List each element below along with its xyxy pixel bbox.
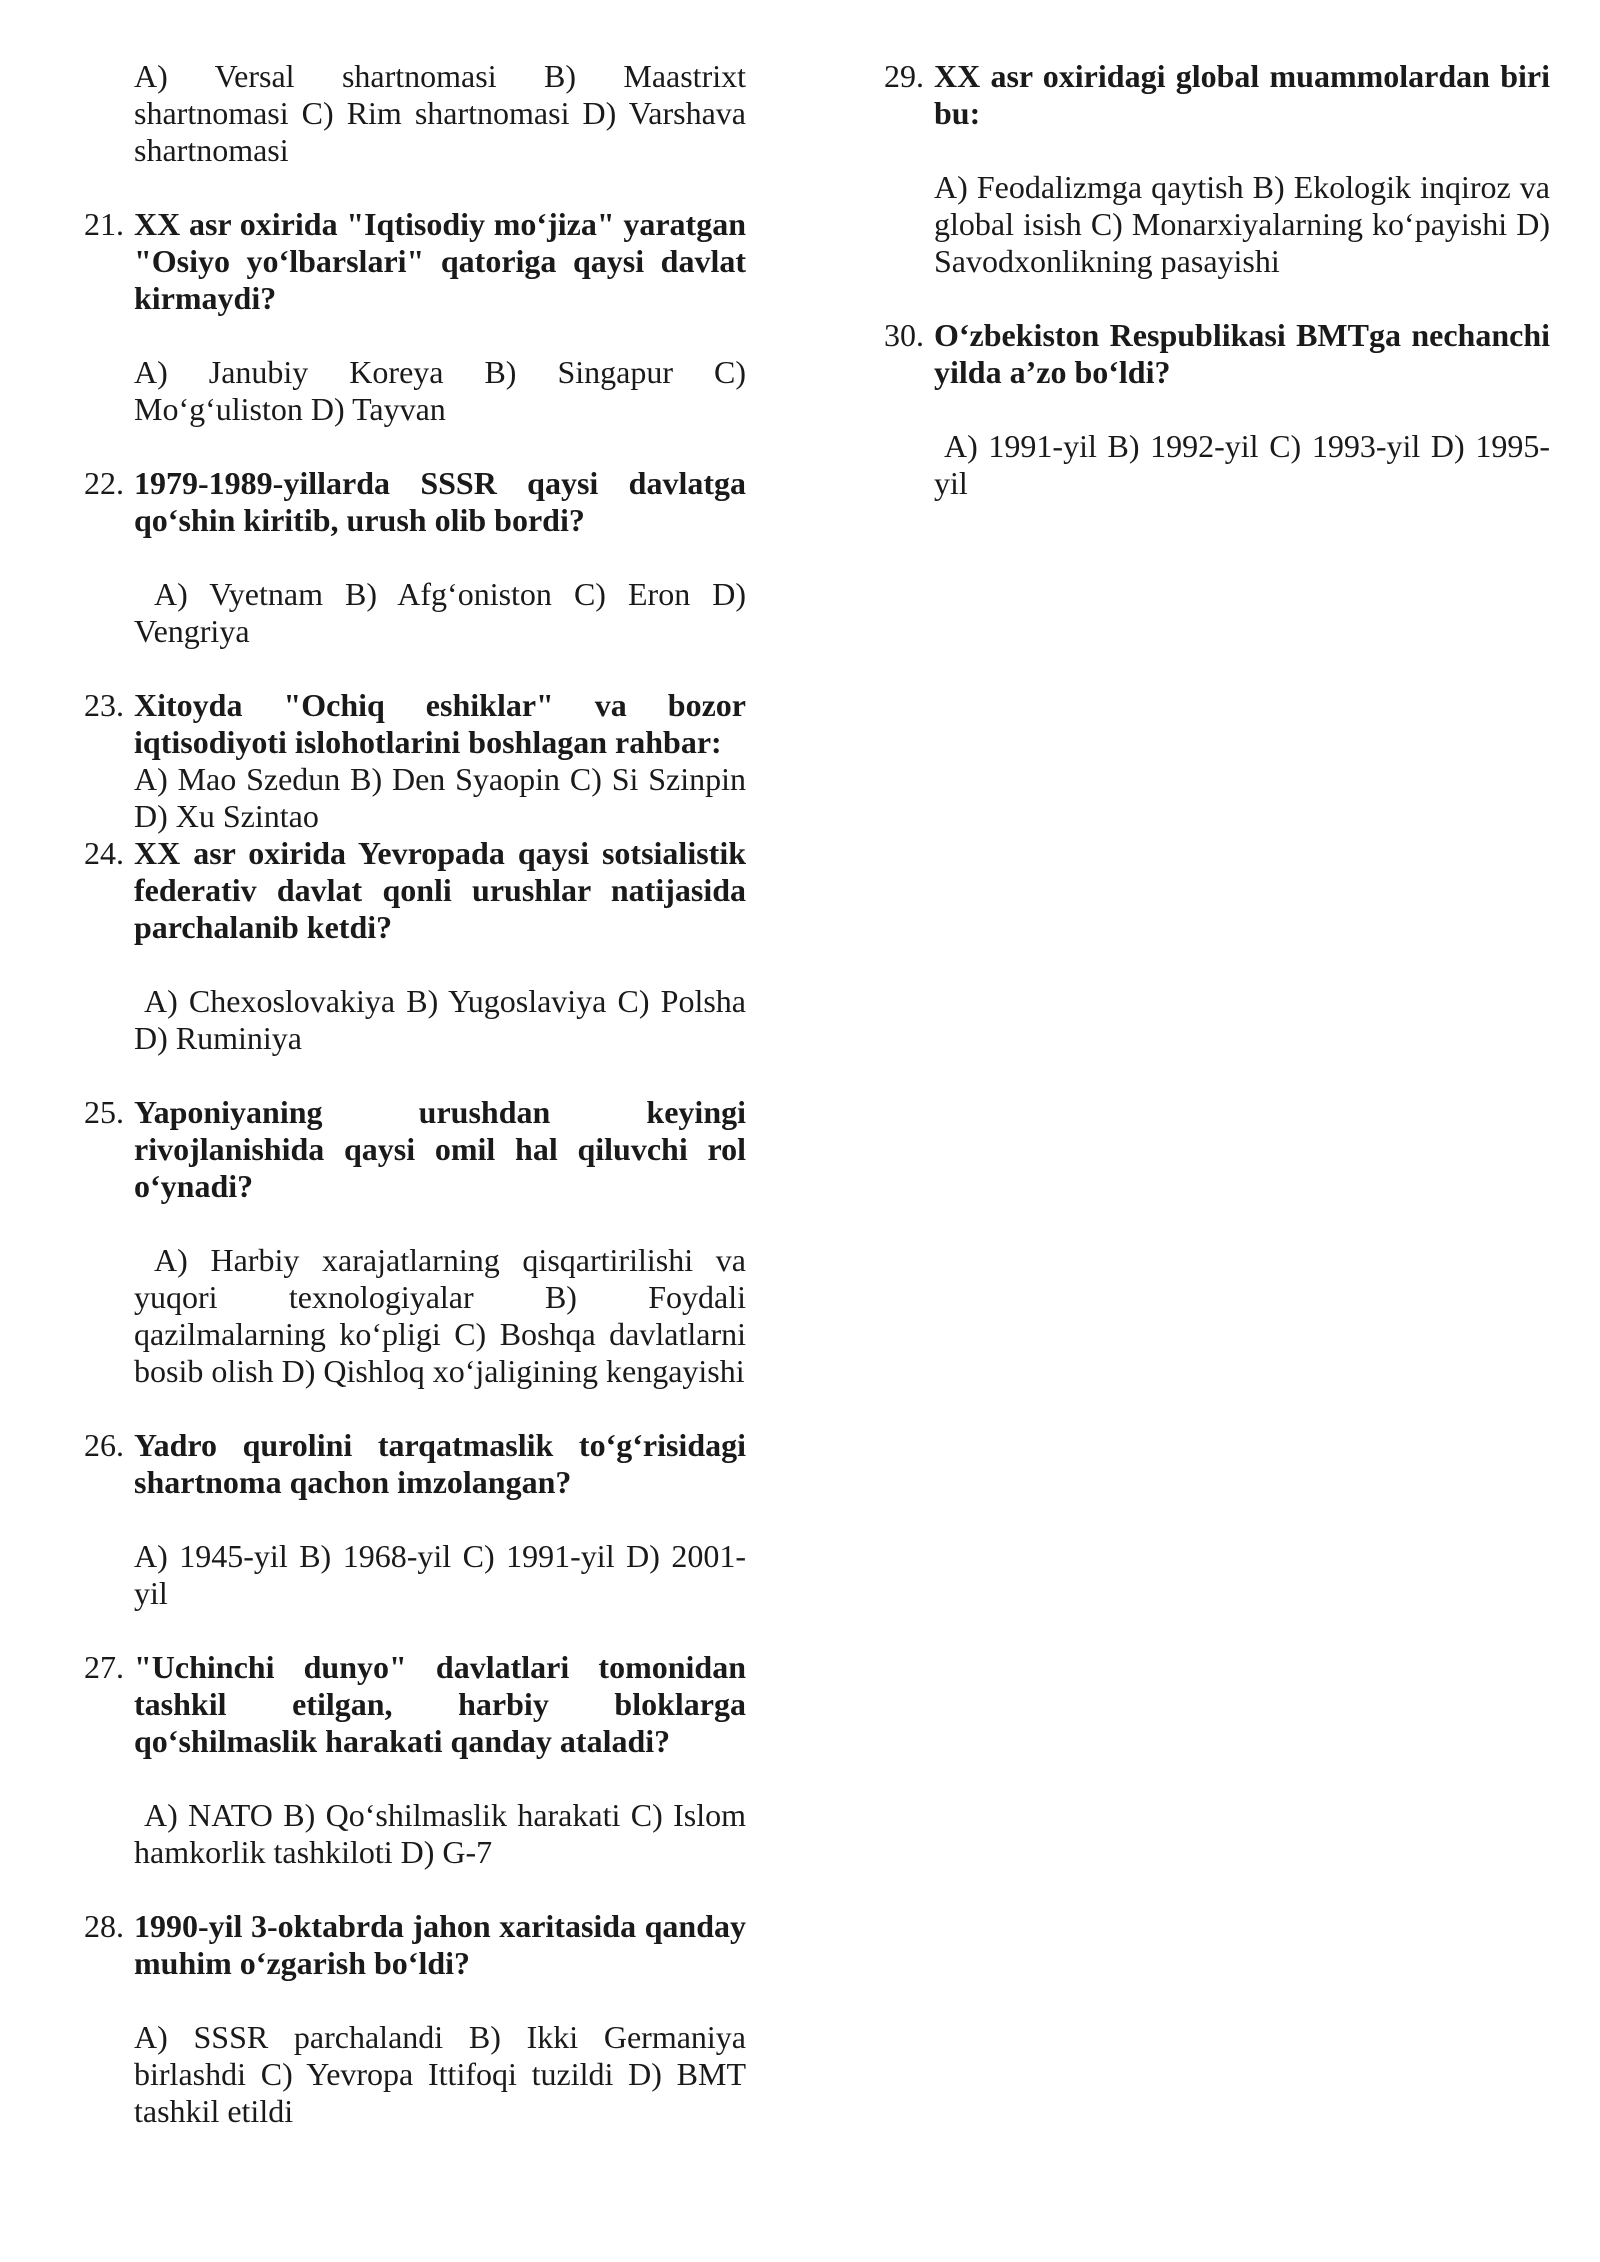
question-number: 22. [84,465,124,501]
question-28 [84,1908,746,2130]
question-text: Yadro qurolini tarqatmaslik toʻgʻrisidagi shartnoma qachon imzolangan? [134,1427,746,1500]
question-number: 23. [84,687,124,723]
question-25 [84,1094,746,1390]
question-number: 24. [84,835,124,871]
question-text: XX asr oxiridagi global muammolardan biri bu: [934,58,1550,131]
question-number: 30. [884,317,924,353]
question-text: 1979-1989-yillarda SSSR qaysi davlatga qoʻshin kiritib, urush olib bordi? [134,465,746,538]
question-22 [84,465,746,650]
right-column [884,58,1550,502]
question-20-options: A) Versal shartnomasi B) Maastrixt shartnomasi C) Rim shartnomasi D) Varshava shartnomasi [134,58,746,168]
question-options: A) Vyetnam B) Afgʻoniston C) Eron D) Vengriya [134,576,746,649]
question-options: A) Feodalizmga qaytish B) Ekologik inqiroz va global isish C) Monarxiyalarning koʻpayishi D) Savodxonlikning pasayishi [934,169,1550,279]
question-24 [84,835,746,1057]
question-options: A) NATO B) Qoʻshilmaslik harakati C) Islom hamkorlik tashkiloti D) G-7 [134,1797,746,1870]
question-options: A) SSSR parchalandi B) Ikki Germaniya birlashdi C) Yevropa Ittifoqi tuzildi D) BMT tashkil etildi [134,2019,746,2129]
question-29 [884,58,1550,280]
question-options: A) Mao Szedun B) Den Syaopin C) Si Szinpin D) Xu Szintao [134,761,746,834]
question-number: 27. [84,1649,124,1685]
question-21 [84,206,746,428]
question-options: A) 1945-yil B) 1968-yil C) 1991-yil D) 2001-yil [134,1538,746,1611]
question-options: A) Harbiy xarajatlarning qisqartirilishi va yuqori texnologiyalar B) Foydali qazilmalarning koʻpligi C) Boshqa davlatlarni bosib olish D) Qishloq xoʻjaligining kengayishi [134,1242,746,1389]
question-number: 21. [84,206,124,242]
question-number: 28. [84,1908,124,1944]
question-27 [84,1649,746,1871]
question-text: Xitoyda "Ochiq eshiklar" va bozor iqtisodiyoti islohotlarini boshlagan rahbar: [134,687,746,760]
left-column [84,58,746,2130]
question-number: 29. [884,58,924,94]
question-number: 25. [84,1094,124,1130]
question-text: Yaponiyaning urushdan keyingi rivojlanishida qaysi omil hal qiluvchi rol oʻynadi? [134,1094,746,1204]
question-23 [84,687,746,835]
question-number: 26. [84,1427,124,1463]
question-26 [84,1427,746,1612]
question-text: XX asr oxirida Yevropada qaysi sotsialistik federativ davlat qonli urushlar natijasida parchalanib ketdi? [134,835,746,945]
question-text: "Uchinchi dunyo" davlatlari tomonidan tashkil etilgan, harbiy bloklarga qoʻshilmaslik harakati qanday ataladi? [134,1649,746,1759]
question-text: 1990-yil 3-oktabrda jahon xaritasida qanday muhim oʻzgarish boʻldi? [134,1908,746,1981]
question-30 [884,317,1550,502]
question-options: A) Janubiy Koreya B) Singapur C) Moʻgʻuliston D) Tayvan [134,354,746,427]
question-text: XX asr oxirida "Iqtisodiy moʻjiza" yaratgan "Osiyo yoʻlbarslari" qatoriga qaysi davlat kirmaydi? [134,206,746,316]
question-options: A) 1991-yil B) 1992-yil C) 1993-yil D) 1995-yil [934,428,1550,501]
question-options: A) Chexoslovakiya B) Yugoslaviya C) Polsha D) Ruminiya [134,983,746,1056]
question-text: Oʻzbekiston Respublikasi BMTga nechanchi yilda a’zo boʻldi? [934,317,1550,390]
